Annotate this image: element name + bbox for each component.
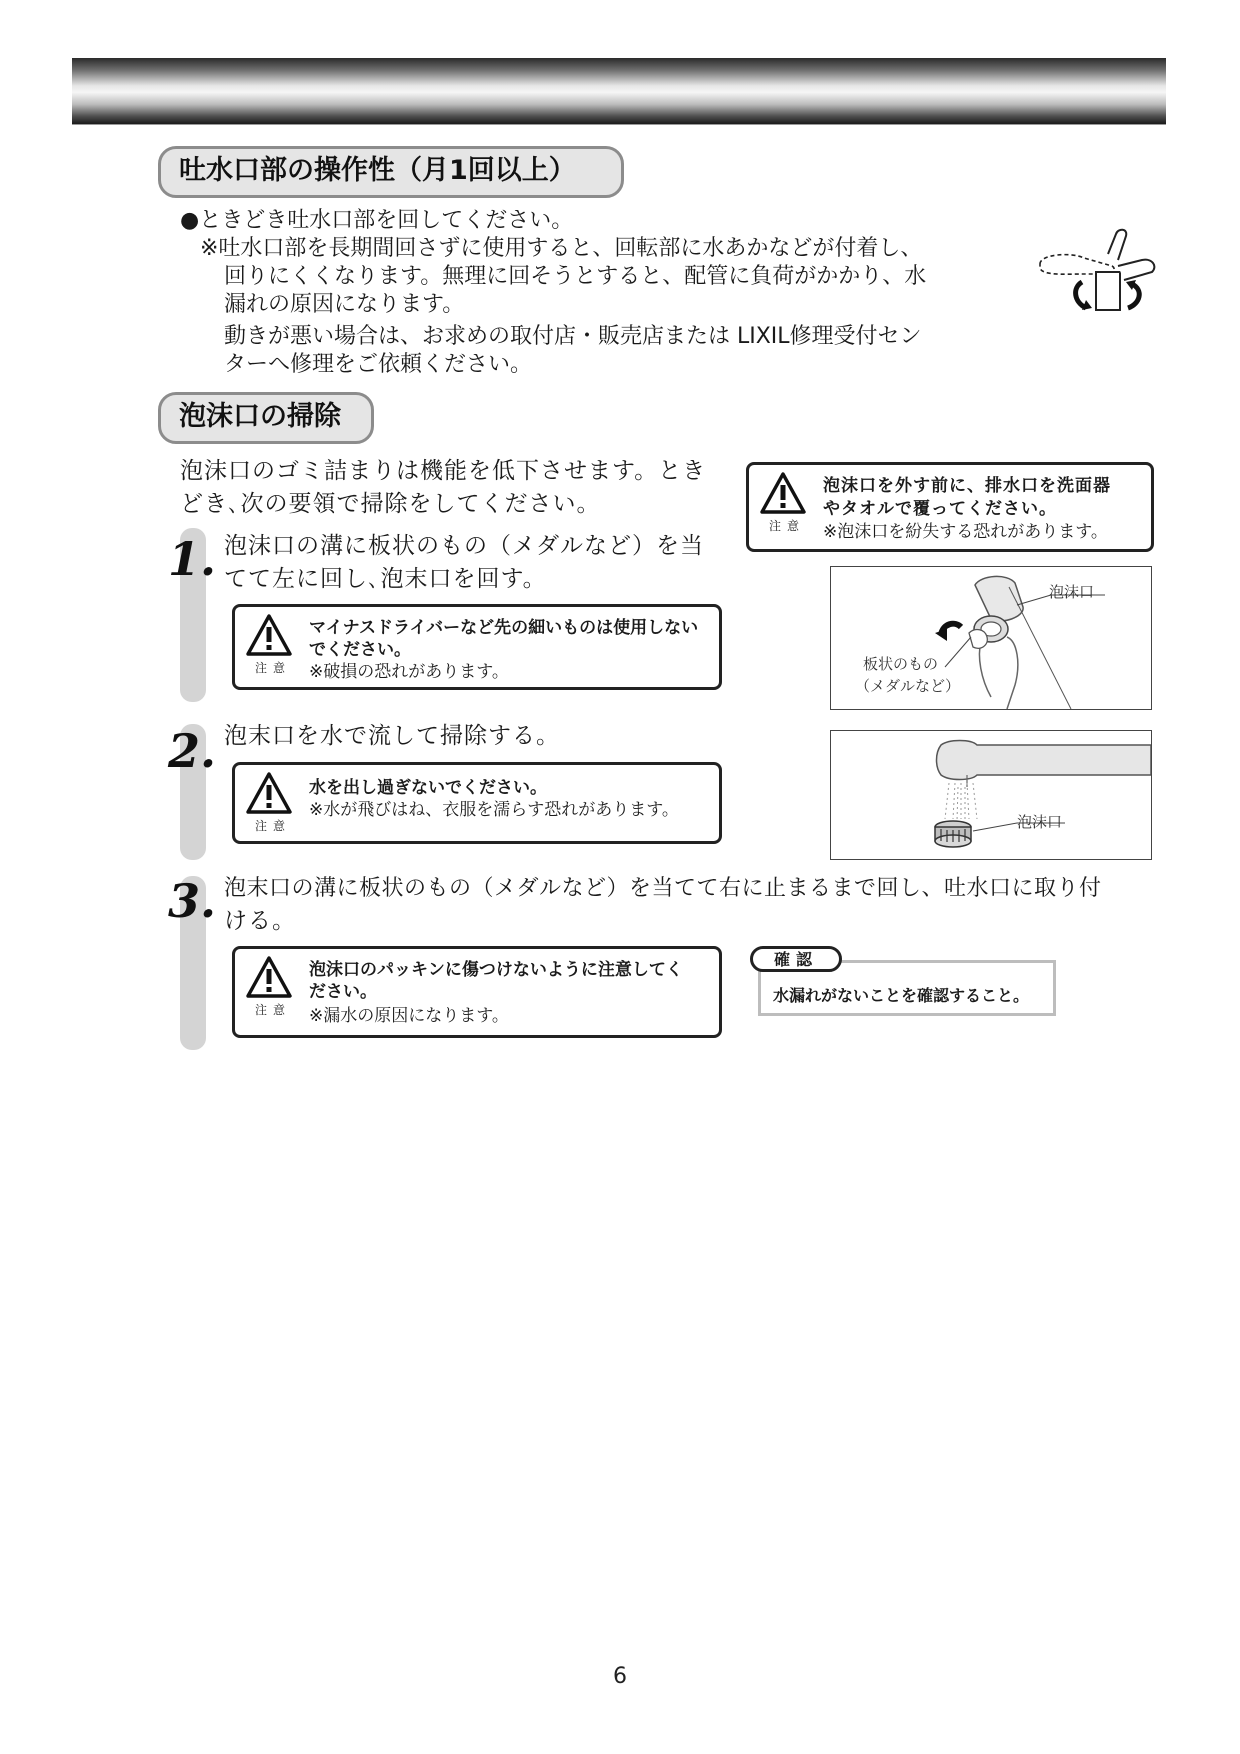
step-3-text-line-1: 泡末口の溝に板状のもの（メダルなど）を当てて右に止まるまで回し、吐水口に取り付 (224, 876, 1102, 901)
confirm-text: 水漏れがないことを確認すること。 (773, 986, 1030, 1005)
aerator-rinsing-illustration (831, 731, 1151, 859)
intro-line-2: どき､次の要領で掃除をしてください。 (180, 491, 601, 517)
section-title-spout-operation: 吐水口部の操作性（月1回以上） (158, 146, 624, 198)
figure-removing-aerator (830, 566, 1152, 710)
step-3-text-line-2: ける。 (224, 908, 296, 934)
caution-text-line-1: 泡沫口を外す前に、排水口を洗面器 (823, 476, 1111, 496)
step-1-text-line-2: てて左に回し､泡末口を回す。 (224, 566, 547, 592)
bullet-rotate-spout: ●ときどき吐水口部を回してください。 (180, 208, 574, 233)
caution-label: 注意 (255, 661, 292, 675)
step-2-number: 2. (168, 724, 217, 778)
advice-line-1: 動きが悪い場合は、お求めの取付店・販売店または LIXIL修理受付セン (224, 324, 922, 349)
section-title-aerator-cleaning: 泡沫口の掃除 (158, 392, 374, 444)
caution-label: 注意 (255, 1003, 292, 1017)
step-1-number: 1. (168, 532, 217, 586)
caution-text-line-1: 泡沫口のパッキンに傷つけないように注意してく (309, 960, 683, 980)
label-flat-tool-line-2: （メダルなど） (855, 677, 961, 695)
advice-line-2: ターへ修理をご依頼ください。 (224, 352, 533, 377)
caution-note: ※破損の恐れがあります。 (309, 662, 509, 682)
caution-box-step-1 (232, 604, 722, 690)
label-flat-tool-line-1: 板状のもの (863, 655, 939, 673)
caution-label: 注意 (255, 819, 292, 833)
caution-note: ※水が飛びはね、衣服を濡らす恐れがあります。 (309, 800, 679, 820)
figure-rinsing-aerator (830, 730, 1152, 860)
caution-text-line-2: ださい。 (309, 982, 377, 1002)
note-line-3: 漏れの原因になります。 (224, 292, 465, 317)
note-line-2: 回りにくくなります。無理に回そうとすると、配管に負荷がかかり、水 (224, 264, 927, 289)
caution-text-line-1: 水を出し過ぎないでください。 (309, 778, 547, 798)
warning-triangle-icon (245, 955, 293, 999)
faucet-rotate-illustration (1012, 224, 1162, 324)
caution-text-line-1: マイナスドライバーなど先の細いものは使用しない (309, 618, 699, 638)
warning-triangle-icon (245, 613, 293, 657)
label-aerator: 泡沫口 (1017, 813, 1063, 831)
label-aerator: 泡沫口 (1049, 583, 1095, 601)
page-number: 6 (613, 1664, 627, 1689)
intro-line-1: 泡沫口のゴミ詰まりは機能を低下させます。とき (180, 458, 707, 484)
note-line-1: ※吐水口部を長期間回さずに使用すると、回転部に水あかなどが付着し、 (200, 236, 923, 261)
step-3-number: 3. (168, 874, 217, 928)
header-bar (72, 58, 1166, 124)
warning-triangle-icon (245, 771, 293, 815)
caution-box-step-3 (232, 946, 722, 1038)
caution-label: 注意 (769, 519, 806, 533)
caution-box-step-2 (232, 762, 722, 844)
caution-text-line-2: やタオルで覆ってください。 (823, 499, 1057, 519)
caution-box-cover-drain (746, 462, 1154, 552)
step-1-text-line-1: 泡沫口の溝に板状のもの（メダルなど）を当 (224, 533, 704, 559)
warning-triangle-icon (759, 471, 807, 515)
confirm-tag: 確認 (750, 946, 842, 972)
step-2-text-line-1: 泡末口を水で流して掃除する。 (224, 723, 560, 749)
caution-text-line-2: でください。 (309, 640, 411, 660)
caution-note: ※泡沫口を紛失する恐れがあります。 (823, 522, 1108, 542)
caution-note: ※漏水の原因になります。 (309, 1006, 509, 1026)
